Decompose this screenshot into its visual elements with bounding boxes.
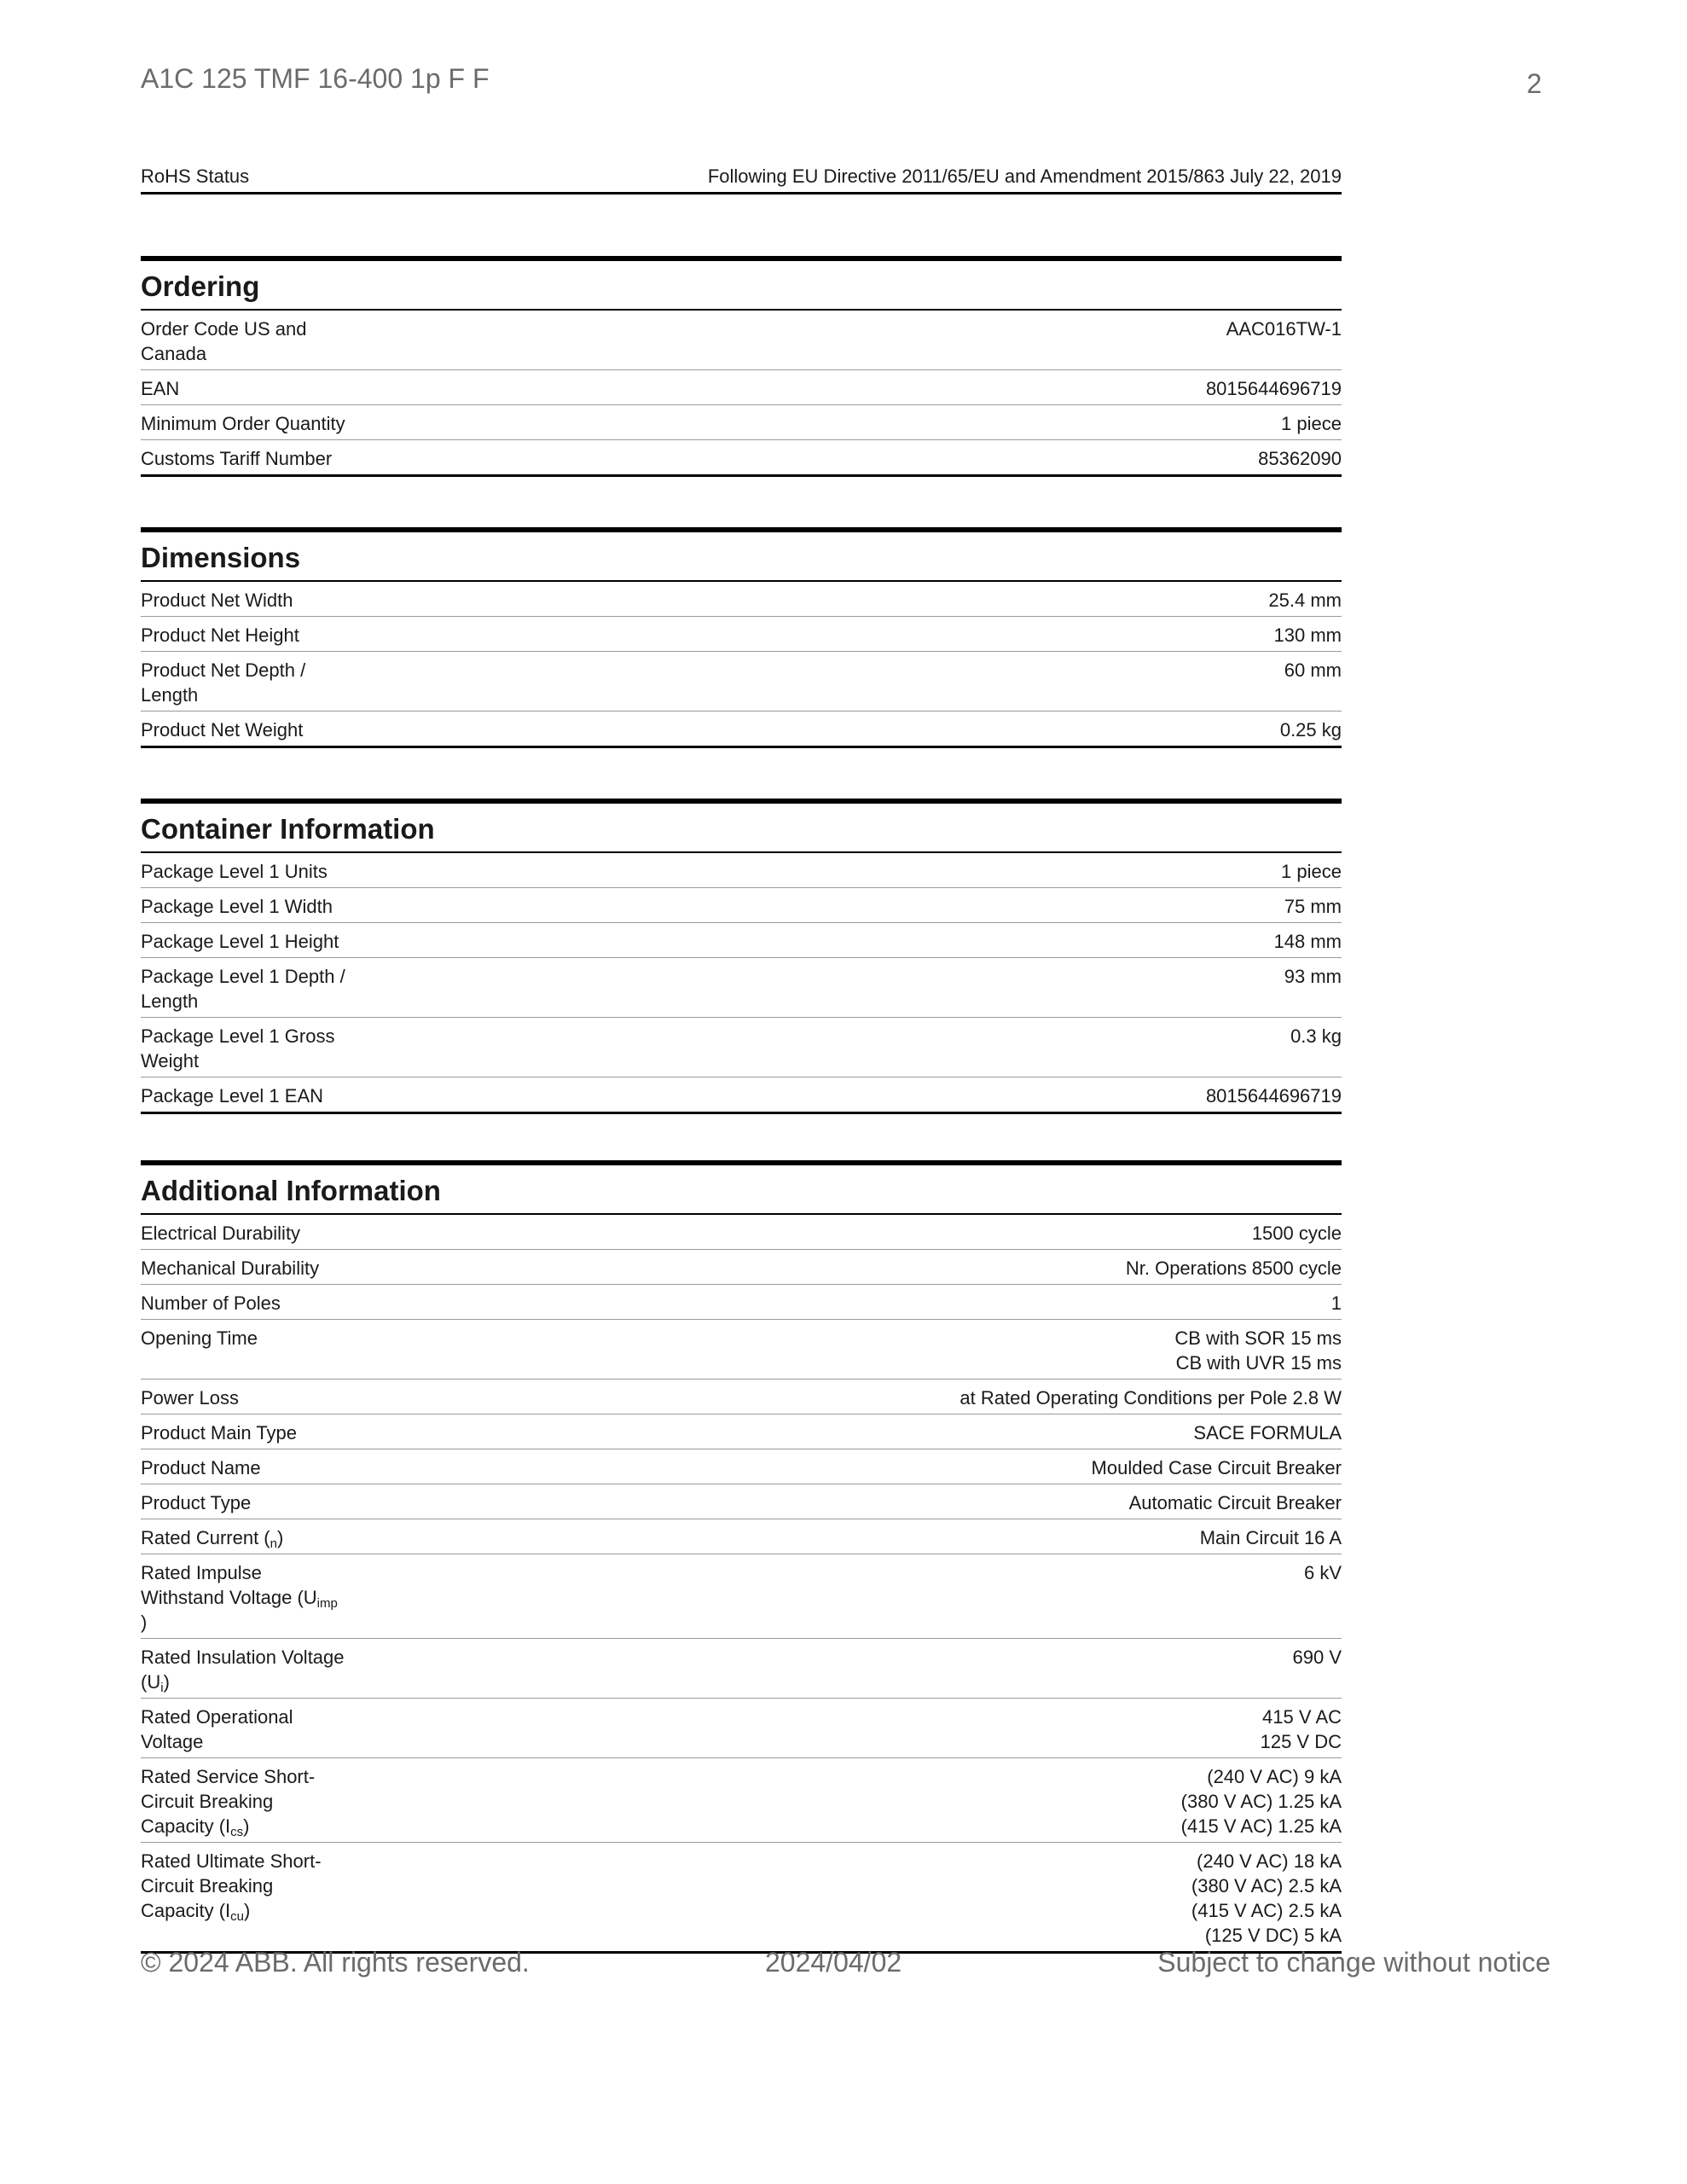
spec-table [141,1215,1342,1954]
page-number: 2 [1527,68,1542,99]
spec-table [141,853,1342,1114]
row-label: Package Level 1 EAN [141,1085,324,1107]
row-value: (240 V AC) 18 kA (380 V AC) 2.5 kA (415 V AC) 2.5 kA (125 V DC) 5 kA [1191,1850,1342,1946]
row-value: 690 V [1292,1647,1342,1668]
footer-date: 2024/04/02 [765,1947,902,1978]
row-value: 415 V AC 125 V DC [1260,1706,1342,1752]
row-value: 93 mm [1284,966,1342,987]
row-label: Number of Poles [141,1292,281,1314]
additional-information-section [141,1160,1342,1954]
section-title: Dimensions [141,527,1342,582]
row-label: Opening Time [141,1327,258,1349]
footer-notice: Subject to change without notice [1157,1947,1551,1978]
table-row [141,1699,1342,1758]
spec-table [141,311,1342,477]
container-information-section [141,799,1342,1114]
row-label: Product Net Width [141,590,293,611]
row-value: 130 mm [1273,624,1342,646]
table-row [141,1380,1342,1414]
row-value: 85362090 [1258,448,1342,469]
table-row [141,1449,1342,1484]
row-value: 148 mm [1273,931,1342,952]
table-row [141,923,1342,958]
row-label: Customs Tariff Number [141,448,333,469]
table-row [141,440,1342,477]
table-row [141,1519,1342,1554]
row-label: Rated Service Short- Circuit Breaking Capacity $(I_{cs})$ [141,1766,316,1839]
row-label: Rated Ultimate Short- Circuit Breaking Capacity $(I_{cu})$ [141,1850,322,1924]
row-label: Power Loss [141,1387,239,1409]
table-row [141,1077,1342,1114]
row-value: 0.25 kg [1279,719,1342,741]
row-value: 6 kV [1303,1562,1342,1583]
row-label: Package Level 1 Width [141,896,333,917]
table-row [141,1250,1342,1285]
row-label: Rated Insulation Voltage $(U_i)$ [141,1647,345,1695]
row-label: Package Level 1 Units [141,861,328,882]
table-row [141,958,1342,1018]
row-label: Rated Impulse Withstand Voltage ($U_{imp}$ ) [141,1562,338,1633]
row-label: Electrical Durability [141,1223,301,1244]
document-title: A1C 125 TMF 16-400 1p F F [141,63,490,94]
rohs-label: RoHS Status [141,166,250,187]
section-title: Ordering [141,256,1342,311]
row-label: Product Net Height [141,624,299,646]
table-row [141,1758,1342,1843]
table-row [141,652,1342,712]
row-value: 1 piece [1281,861,1342,882]
table-row [141,1414,1342,1449]
row-value: (240 V AC) 9 kA (380 V AC) 1.25 kA (415 V AC) 1.25 kA [1180,1766,1342,1837]
table-row [141,1215,1342,1250]
row-value: 1500 cycle [1251,1223,1342,1244]
table-row [141,311,1342,370]
row-label: Product Main Type [141,1422,298,1443]
section-title: Additional Information [141,1160,1342,1215]
table-row [141,617,1342,652]
row-value: 1 piece [1281,413,1342,434]
table-row [141,1320,1342,1380]
table-row [141,888,1342,923]
row-value: SACE FORMULA [1193,1422,1342,1443]
row-value: 25.4 mm [1268,590,1342,611]
row-label: Product Type [141,1492,252,1513]
row-value: 60 mm [1284,659,1342,681]
row-value: Automatic Circuit Breaker [1128,1492,1342,1513]
section-title: Container Information [141,799,1342,853]
row-value: CB with SOR 15 ms CB with UVR 15 ms [1174,1327,1342,1374]
table-row [141,370,1342,405]
row-label: Rated Current $(_n)$ [141,1527,284,1551]
dimensions-section [141,527,1342,748]
row-label: Package Level 1 Height [141,931,339,952]
row-label: Rated Operational Voltage [141,1706,293,1752]
row-label: EAN [141,378,180,399]
row-label: Product Name [141,1457,261,1478]
row-value: Nr. Operations 8500 cycle [1125,1258,1342,1279]
rohs-value: Following EU Directive 2011/65/EU and Amendment 2015/863 July 22, 2019 [707,166,1342,187]
table-row [141,1285,1342,1320]
row-label: Product Net Weight [141,719,304,741]
row-value: 0.3 kg [1290,1025,1342,1047]
row-label: Package Level 1 Gross Weight [141,1025,335,1072]
row-label: Order Code US and Canada [141,318,307,364]
table-row [141,582,1342,617]
row-value: 1 [1330,1292,1342,1314]
row-label: Product Net Depth / Length [141,659,306,706]
row-value: Moulded Case Circuit Breaker [1091,1457,1342,1478]
row-value: AAC016TW-1 [1226,318,1342,340]
spec-table [141,582,1342,748]
rohs-status-row [141,166,1342,195]
row-value: 8015644696719 [1205,378,1342,399]
row-label: Mechanical Durability [141,1258,320,1279]
table-row [141,1639,1342,1699]
ordering-section [141,256,1342,477]
table-row [141,1843,1342,1954]
footer-copyright: © 2024 ABB. All rights reserved. [141,1947,530,1978]
row-value: at Rated Operating Conditions per Pole 2.8 W [959,1387,1342,1409]
row-label: Minimum Order Quantity [141,413,345,434]
table-row [141,1554,1342,1639]
table-row [141,405,1342,440]
row-value: Main Circuit 16 A [1199,1527,1342,1548]
row-value: 8015644696719 [1205,1085,1342,1107]
row-value: 75 mm [1284,896,1342,917]
row-label: Package Level 1 Depth / Length [141,966,345,1012]
table-row [141,712,1342,748]
table-row [141,1018,1342,1077]
table-row [141,1484,1342,1519]
table-row [141,853,1342,888]
